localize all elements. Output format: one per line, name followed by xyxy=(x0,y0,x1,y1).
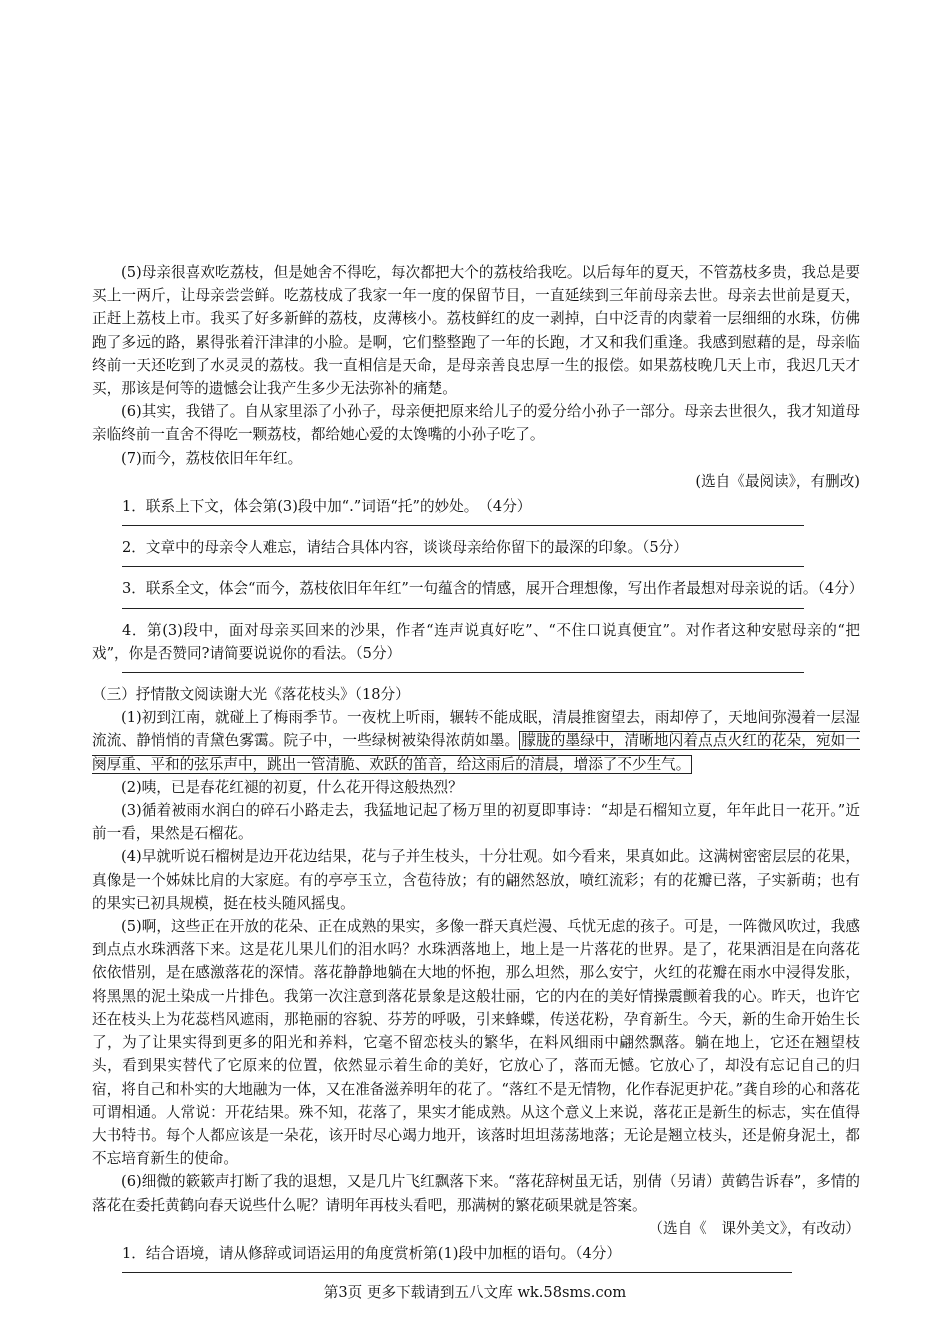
section3-question-1: 1．结合语境，请从修辞或词语运用的角度赏析第(1)段中加框的语句。（4分） xyxy=(122,1244,621,1262)
passage1-source: (选自《最阅读》，有删改) xyxy=(695,472,860,490)
paragraph-1-text: (1)初到江南，就碰上了梅雨季节。一夜枕上听雨，辗转不能成眠，清晨推窗望去，雨却停了，天地间弥漫着一层湿流流、静悄悄的青黛色雾霭。院子中，一些绿树被染得浓荫如墨。 xyxy=(92,709,860,750)
page-content xyxy=(92,261,864,1283)
question-3: 3．联系全文，体会“而今，荔枝依旧年年红”一句蕴含的情感，展开合理想像，写出作者最想对母亲说的话。（4分） xyxy=(122,580,864,598)
answer-line-2[interactable] xyxy=(122,566,804,567)
section-heading: （三）抒情散文阅读谢大光《落花枝头》（18分） xyxy=(92,686,410,704)
answer-line-1[interactable] xyxy=(122,525,804,526)
section3-paragraph-1 xyxy=(92,706,860,776)
question-4: 4．第(3)段中，面对母亲买回来的沙果，作者“连声说真好吃”、“不住口说真便宜”。对作者这种安慰母亲的“把戏”，你是否赞同?请简要说说你的看法。（5分） xyxy=(92,621,860,662)
section3-paragraph-6: (6)细微的簌簌声打断了我的退想，又是几片飞红飘落下来。“落花辞树虽无话，别倩（另请）黄鹤告诉春”，多情的落花在委托黄鹤向春天说些什么呢？请明年再枝头看吧，那满树的繁花硕果就是答案。 xyxy=(92,1173,860,1214)
answer-line-5[interactable] xyxy=(122,1272,792,1273)
passage1-paragraph-5: (5)母亲很喜欢吃荔枝，但是她舍不得吃，每次都把大个的荔枝给我吃。以后每年的夏天，不管荔枝多贵，我总是要买上一两斤，让母亲尝尝鲜。吃荔枝成了我家一年一度的保留节目，一直延续到三年前母亲去世。母亲去世前是夏天，正赶上荔枝上市。我买了好多新鲜的荔枝，皮薄核小。荔枝鲜红的皮一剥掉，白中泛青的肉蒙着一层细细的水珠，仿佛跑了多远的路，累得张着汗津津的小脸。是啊，它们整整跑了一年的长跑，才又和我们重逢。我感到慰藉的是，母亲临终前一天还吃到了水灵灵的荔枝。我一直相信是天命，是母亲善良忠厚一生的报偿。如果荔枝晚几天上市，我迟几天才买，那该是何等的遗憾会让我产生多少无法弥补的痛楚。 xyxy=(92,264,860,398)
answer-line-4[interactable] xyxy=(122,672,804,673)
passage1-paragraph-6: (6)其实，我错了。自从家里添了小孙子，母亲便把原来给儿子的爱分给小孙子一部分。母亲去世很久，我才知道母亲临终前一直舍不得吃一颗荔枝，都给她心爱的太馋嘴的小孙子吃了。 xyxy=(92,403,860,444)
section3-paragraph-4: (4)早就听说石榴树是边开花边结果，花与子并生枝头，十分壮观。如今看来，果真如此。这满树密密层层的花果，真像是一个姊妹比肩的大家庭。有的亭亭玉立，含苞待放；有的翩然怒放，喷红流彩；有的花瓣已落，子实新萌；也有的果实已初具规模，挺在枝头随风摇曳。 xyxy=(92,848,860,912)
section3-paragraph-2: (2)咦，已是春花红褪的初夏，什么花开得这般热烈？ xyxy=(121,778,463,796)
question-1: 1．联系上下文，体会第(3)段中加“.”词语“托”的妙处。 （4分） xyxy=(122,498,532,516)
question-2: 2．文章中的母亲令人难忘，请结合具体内容，谈谈母亲给你留下的最深的印象。（5分） xyxy=(122,539,688,557)
section3-paragraph-3: (3)循着被雨水润白的碎石小路走去，我猛地记起了杨万里的初夏即事诗：“却是石榴知立夏，年年此日一花开。”近前一看，果然是石榴花。 xyxy=(92,802,860,843)
passage1-paragraph-7: (7)而今，荔枝依旧年年红。 xyxy=(121,449,303,467)
section3-source: （选自《 课外美文》，有改动） xyxy=(648,1219,860,1237)
page-footer: 第3页 更多下载请到五八文库 wk.58sms.com xyxy=(323,1284,627,1301)
answer-line-3[interactable] xyxy=(122,608,804,609)
section3-paragraph-5: (5)啊，这些正在开放的花朵、正在成熟的果实，多像一群天真烂漫、乓忧无虑的孩子。可是，一阵微风吹过，我感到点点水珠洒落下来。这是花儿果儿们的泪水吗？水珠洒落地上，地上是一片落花的世界。是了，花果洒泪是在向落花依依惜别，是在感激落花的深情。落花静静地躺在大地的怀抱，那么坦然，那么安宁，火红的花瓣在雨水中浸得发胀，将黑黑的泥土染成一片排色。我第一次注意到落花景象是这般壮丽，它的内在的美好情操震颤着我的心。昨天，也许它还在枝头上为花蕊档风遮雨，那艳丽的容貌、芬芳的呼吸，引来蜂蝶，传送花粉，孕育新生。今天，新的生命开始生长了，为了让果实得到更多的阳光和养料，它毫不留恋枝头的繁华，在料风细雨中翩然飘落。躺在地上，它还在翘望枝头，看到果实替代了它原来的位置，依然显示着生命的美好，它放心了，落而无憾。它放心了，却没有忘记自己的归宿，将自己和朴实的大地融为一体，又在准备滋养明年的花了。“落红不是无情物，化作春泥更护花。”龚自珍的心和落花可谓相通。人常说：开花结果。殊不知，花落了，果实才能成熟。从这个意义上来说，落花正是新生的标志，实在值得大书特书。每个人都应该是一朵花，该开时尽心竭力地开，该落时坦坦荡荡地落；无论是翘立枝头，还是俯身泥土，都不忘培育新生的使命。 xyxy=(92,918,860,1168)
framed-sentence: 朦胧的墨绿中，清晰地闪着点点火红的花朵，宛如一阕厚重、平和的弦乐声中，跳出一管清脆、欢跃的笛音，给这雨后的清晨，增添了不少生气。 xyxy=(92,732,860,773)
